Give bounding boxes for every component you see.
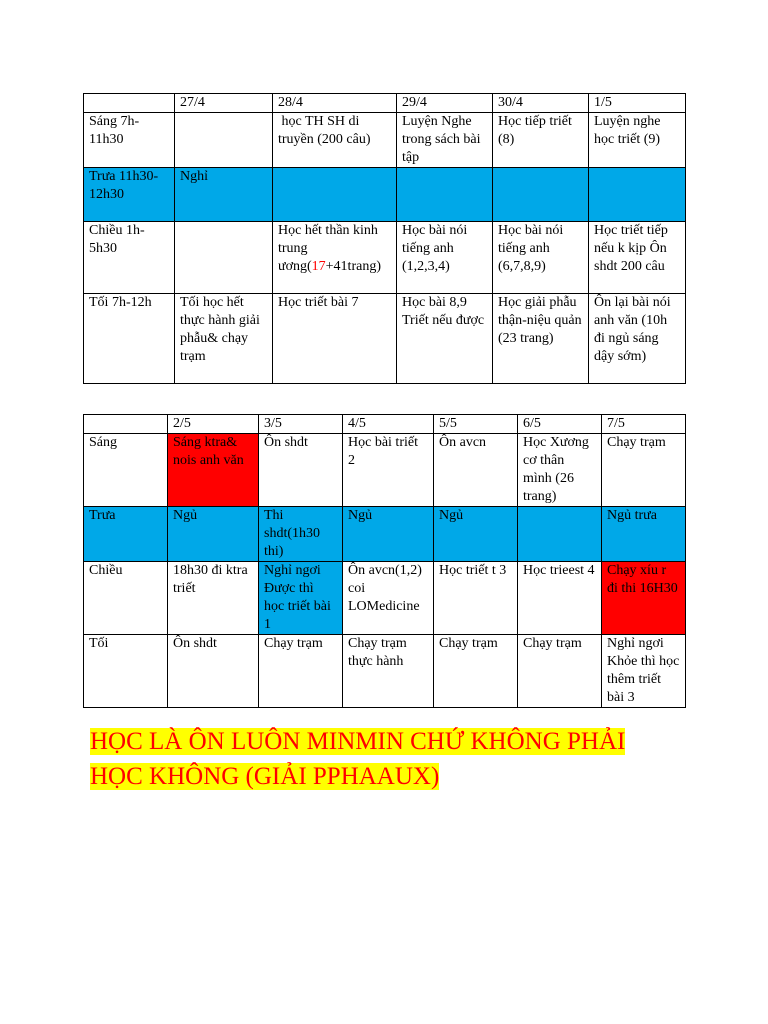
table-row bbox=[84, 113, 686, 168]
header-cell: 3/5 bbox=[259, 415, 343, 434]
cell-text: Học hết thần kinh trung ương( bbox=[278, 223, 378, 274]
table-row bbox=[84, 222, 686, 294]
row-label: Chiều 1h-5h30 bbox=[84, 222, 175, 294]
table-cell bbox=[493, 168, 589, 222]
table-row bbox=[84, 434, 686, 507]
header-cell: 29/4 bbox=[397, 94, 493, 113]
table-cell: Ôn shdt bbox=[168, 635, 259, 708]
table-cell: Học Xương cơ thân mình (26 trang) bbox=[518, 434, 602, 507]
table-cell: Sáng ktra& nois anh văn bbox=[168, 434, 259, 507]
table-cell bbox=[397, 168, 493, 222]
schedule-table-week2 bbox=[83, 414, 686, 708]
table-cell: Chạy trạm thực hành bbox=[343, 635, 434, 708]
table-cell: Ôn avcn bbox=[434, 434, 518, 507]
cell-text: +41trang) bbox=[325, 259, 381, 274]
highlight-number: 17 bbox=[311, 259, 326, 274]
row-label: Sáng 7h-11h30 bbox=[84, 113, 175, 168]
table-cell: Học triết t 3 bbox=[434, 562, 518, 635]
row-label: Tối bbox=[84, 635, 168, 708]
table-header-row bbox=[84, 94, 686, 113]
table-row bbox=[84, 294, 686, 384]
table-cell: Nghỉ bbox=[175, 168, 273, 222]
table-cell: Học bài triết 2 bbox=[343, 434, 434, 507]
table-cell: Ngủ bbox=[343, 507, 434, 562]
table-cell: Luyện nghe học triết (9) bbox=[589, 113, 686, 168]
table-cell: Chạy trạm bbox=[602, 434, 686, 507]
row-label: Sáng bbox=[84, 434, 168, 507]
banner-text: HỌC LÀ ÔN LUÔN MINMIN CHỨ KHÔNG PHẢI bbox=[90, 728, 626, 755]
table-row bbox=[84, 168, 686, 222]
table-cell: Ôn lại bài nói anh văn (10h đi ngủ sáng dậy sớm) bbox=[589, 294, 686, 384]
banner-line bbox=[90, 759, 690, 794]
table-cell: Chạy trạm bbox=[259, 635, 343, 708]
table-cell: 18h30 đi ktra triết bbox=[168, 562, 259, 635]
row-label: Chiều bbox=[84, 562, 168, 635]
table-cell: Học giải phẫu thận-niệu quản (23 trang) bbox=[493, 294, 589, 384]
table-cell: Học bài 8,9 Triết nếu được bbox=[397, 294, 493, 384]
table-cell: Chạy trạm bbox=[434, 635, 518, 708]
header-cell: 7/5 bbox=[602, 415, 686, 434]
table-cell bbox=[518, 507, 602, 562]
table-row bbox=[84, 635, 686, 708]
table-cell: Học bài nói tiếng anh (1,2,3,4) bbox=[397, 222, 493, 294]
table-cell: Chạy trạm bbox=[518, 635, 602, 708]
header-cell: 5/5 bbox=[434, 415, 518, 434]
header-cell: 6/5 bbox=[518, 415, 602, 434]
table-row bbox=[84, 562, 686, 635]
table-header-row bbox=[84, 415, 686, 434]
table-cell: Học triết bài 7 bbox=[273, 294, 397, 384]
row-label: Trưa 11h30- 12h30 bbox=[84, 168, 175, 222]
table-cell: Học trieest 4 bbox=[518, 562, 602, 635]
table-cell: Luyện Nghe trong sách bài tập bbox=[397, 113, 493, 168]
table-cell bbox=[589, 168, 686, 222]
table-cell: Ngủ trưa bbox=[602, 507, 686, 562]
table-cell: Học bài nói tiếng anh (6,7,8,9) bbox=[493, 222, 589, 294]
banner-text: HỌC KHÔNG (GIẢI PPHAAUX) bbox=[90, 763, 440, 790]
table-cell bbox=[175, 113, 273, 168]
header-cell: 2/5 bbox=[168, 415, 259, 434]
header-cell bbox=[84, 415, 168, 434]
table-cell: Thi shdt(1h30 thi) bbox=[259, 507, 343, 562]
header-cell bbox=[84, 94, 175, 113]
table-cell: Học tiếp triết (8) bbox=[493, 113, 589, 168]
table-cell bbox=[175, 222, 273, 294]
header-cell: 27/4 bbox=[175, 94, 273, 113]
header-cell: 28/4 bbox=[273, 94, 397, 113]
header-cell: 4/5 bbox=[343, 415, 434, 434]
table-cell: Ngủ bbox=[434, 507, 518, 562]
table-row bbox=[84, 507, 686, 562]
table-cell: Học triết tiếp nếu k kịp Ôn shdt 200 câu bbox=[589, 222, 686, 294]
header-cell: 1/5 bbox=[589, 94, 686, 113]
table-cell: Chạy xíu r đi thi 16H30 bbox=[602, 562, 686, 635]
schedule-table-week1 bbox=[83, 93, 686, 384]
row-label: Tối 7h-12h bbox=[84, 294, 175, 384]
table-cell bbox=[273, 168, 397, 222]
reminder-banner bbox=[90, 724, 690, 794]
table-cell: học TH SH di truyền (200 câu) bbox=[273, 113, 397, 168]
header-cell: 30/4 bbox=[493, 94, 589, 113]
table-cell: Ôn avcn(1,2) coi LOMedicine bbox=[343, 562, 434, 635]
table-cell bbox=[273, 222, 397, 294]
table-cell: Ôn shdt bbox=[259, 434, 343, 507]
table-cell: Ngủ bbox=[168, 507, 259, 562]
table-cell: Tối học hết thực hành giải phẫu& chạy trạm bbox=[175, 294, 273, 384]
banner-line bbox=[90, 724, 690, 759]
table-cell: Nghỉ ngơi Được thì học triết bài 1 bbox=[259, 562, 343, 635]
row-label: Trưa bbox=[84, 507, 168, 562]
table-cell: Nghỉ ngơi Khỏe thì học thêm triết bài 3 bbox=[602, 635, 686, 708]
